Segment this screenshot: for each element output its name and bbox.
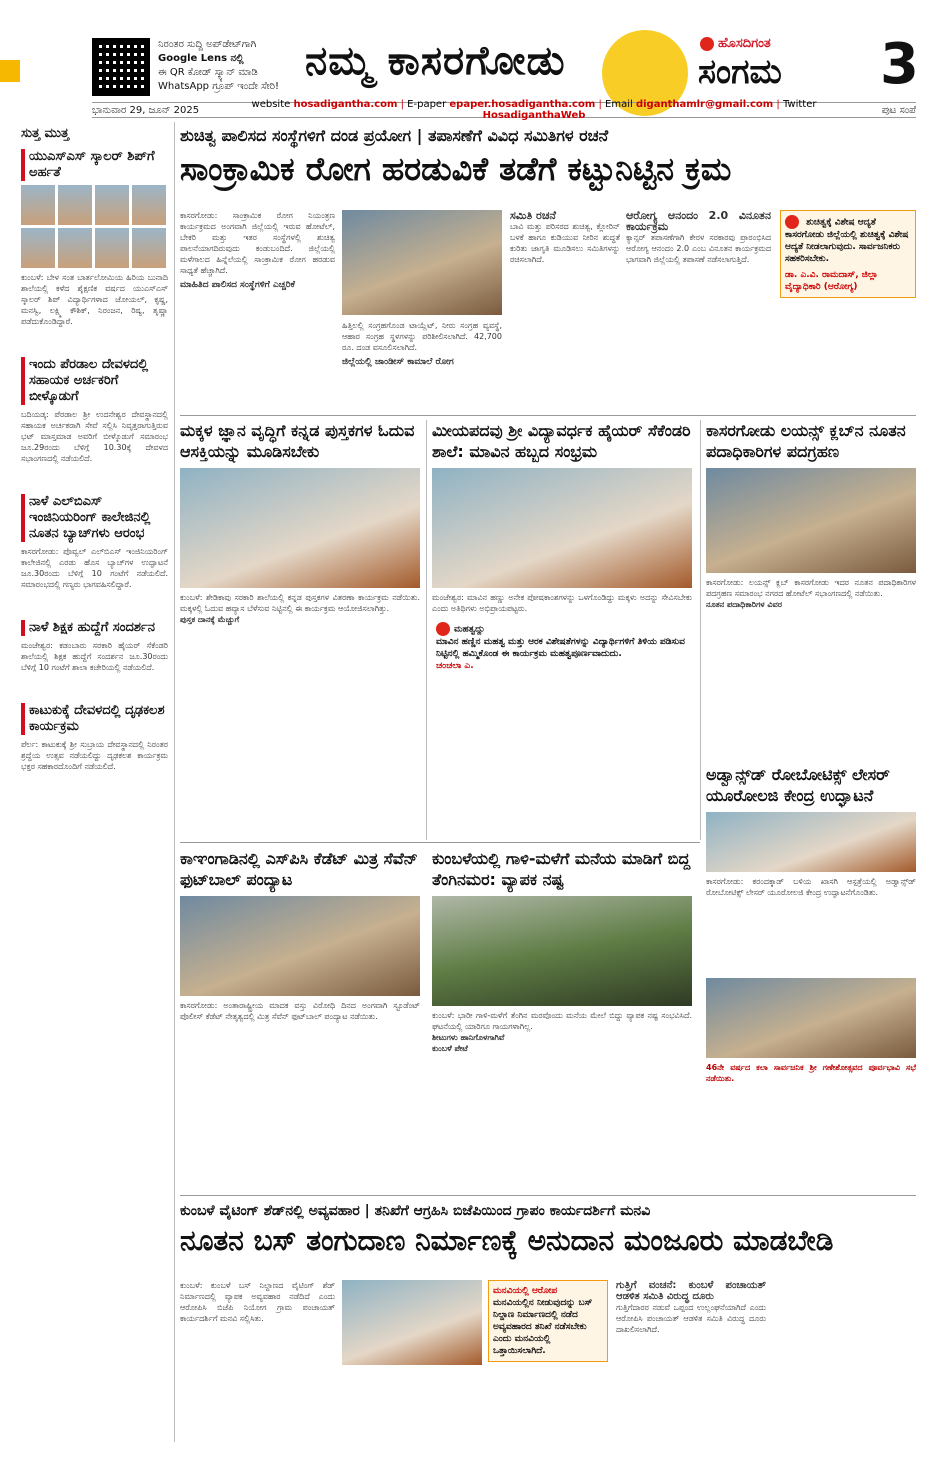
story-mango-festival <box>432 420 692 676</box>
quote-icon <box>785 215 799 229</box>
health-body: ಕ್ಯಾನ್ಸರ್ ತಪಾಸಣೆಗಾಗಿ ಕೇರಳ ಸರಕಾರವು ಪ್ರಾರಂಭಿಸಿದ ಆರೋಗ್ಯ ಆನಂದಂ 2.0 ಎಂಬ ವಿನೂತನ ಕಾರ್ಯಕ್ರಮದ ಭಾಗವಾಗಿ ಜಿಲ್ಲೆಯಲ್ಲಿ ತಪಾಸಣೆ ನಡೆಸಲಾಗುತ್ತಿದೆ. <box>626 233 771 264</box>
qr-line: WhatsApp ಗ್ರೂಪ್ ಇಂದೇ ಸೇರಿ! <box>158 81 279 92</box>
story-title[interactable]: ನಾಳೆ ಎಲ್‌ಬಿಎಸ್ ಇಂಜಿನಿಯರಿಂಗ್ ಕಾಲೇಜಿನಲ್ಲಿ ನೂತನ ಬ್ಯಾಚ್‌ಗಳು ಆರಂಭ <box>21 494 168 542</box>
urology-centre-photo <box>706 812 916 872</box>
brand-name: ಹೊಸದಿಗಂತ <box>718 36 771 51</box>
story-urology-centre <box>706 764 916 1084</box>
student-photo <box>132 185 166 225</box>
qr-line: ನಿರಂತರ ಸುದ್ದಿ ಅಪ್‌ಡೇಟ್‌ಗಾಗಿ <box>158 39 257 50</box>
lead-story <box>180 125 916 189</box>
bottom-headline[interactable]: ನೂತನ ಬಸ್ ತಂಗುದಾಣ ನಿರ್ಮಾಣಕ್ಕೆ ಅನುದಾನ ಮಂಜೂರು ಮಾಡಬೇಡಿ <box>180 1224 834 1257</box>
divider <box>426 420 427 840</box>
student-photo <box>58 228 92 268</box>
lead-subhead: ಮಾಹಿತಿದ ಪಾಲಿಸದ ಸಂಸ್ಥೆಗಳಿಗೆ ಎಚ್ಚರಿಕೆ <box>180 280 295 290</box>
lead-text: ಹಿತ್ತಿಲಲ್ಲಿ ಸಂಗ್ರಹಗೊಂಡ ಟಾಯ್ಲೆಟ್, ನೀರು ಸಂಗ್ರಹ ವ್ಯವಸ್ಥೆ, ಆಹಾರ ಸಂಗ್ರಹ ಸ್ಥಳಗಳನ್ನು ಪರಿಶೀಲಿಸಲಾಗಿದೆ. 42,700 ರೂ. ದಂಡ ವಸೂಲಿಸಲಾಗಿದೆ. <box>342 321 502 352</box>
story-body: ಬದಿಯಡ್ಕ: ಪೆರಡಾಲ ಶ್ರೀ ಉದನೇಶ್ವರ ದೇವಸ್ಥಾನದಲ್ಲಿ ಸಹಾಯಕ ಅರ್ಚಕರಾಗಿ ಸೇವೆ ಸಲ್ಲಿಸಿ ನಿವೃತ್ತರಾಗುತ್ತಿರುವ ಭಟ್ ಮಾಸ್ತಮಾಡ ಅವರಿಗೆ ಬೀಳ್ಕೊಡುಗೆ ಸಮಾರಂಭ ಜೂ.29ರಂದು ಬೆಳಿಗ್ಗೆ 10.30ಕ್ಕೆ ದೇವಳದ ಸಭಾಂಗಣದಲ್ಲಿ ನಡೆಯಲಿದೆ. <box>21 410 168 463</box>
shop-inspection-photo <box>342 210 502 315</box>
bottom-column-1: ಕುಂಬಳೆ: ಕುಂಬಳೆ ಬಸ್ ನಿಲ್ದಾಣದ ವೈಟಿಂಗ್ ಶೆಡ್ ನಿರ್ಮಾಣದಲ್ಲಿ ವ್ಯಾಪಕ ಅವ್ಯವಹಾರ ನಡೆದಿದೆ ಎಂದು ಆರೋಪಿಸಿ ಬಿಜೆಪಿ ನಿಯೋಗ ಗ್ರಾಮ ಪಂಚಾಯತ್ ಕಾರ್ಯದರ್ಶಿಗೆ ಮನವಿ ಸಲ್ಲಿಸಿತು. <box>180 1281 335 1323</box>
story-body: ಪೆರ್ಲ: ಕಾಟುಕುಕ್ಕೆ ಶ್ರೀ ಸುಬ್ರಾಯ ದೇವಸ್ಥಾನದಲ್ಲಿ ನಿರಂತರ ಶ್ರದ್ಧೆಯ ಉತ್ಸವ ನಡೆಯಲಿದ್ದು ದೃಢಕಲಶ ಕಾರ್ಯಕ್ರಮ ಭಕ್ತರ ಸಹಕಾರದೊಂದಿಗೆ ನಡೆಯಲಿದೆ. <box>21 740 168 771</box>
student-photos <box>21 185 168 268</box>
allegation-title: ಮನವಿಯಲ್ಲಿ ಆರೋಪ <box>493 1286 558 1296</box>
story-body: ಕುಂಬಳೆ: ಭಾರೀ ಗಾಳಿ-ಮಳೆಗೆ ತೆಂಗಿನ ಮರವೊಂದು ಮನೆಯ ಮೇಲೆ ಬಿದ್ದು ವ್ಯಾಪಕ ನಷ್ಟ ಸಂಭವಿಸಿದೆ. ಘಟನೆಯಲ್ಲಿ ಯಾರಿಗೂ ಗಾಯಗಳಾಗಿಲ್ಲ. <box>432 1011 692 1031</box>
page-title: ನಮ್ಮ ಕಾಸರಗೋಡು <box>305 38 566 84</box>
photo-caption: 46ನೇ ವರ್ಷದ ಕಲಾ ಸಾರ್ವಜನಿಕ ಶ್ರೀ ಗಣೇಶೋತ್ಸವದ ಪೂರ್ವಭಾವಿ ಸಭೆ ನಡೆಯಿತು. <box>706 1063 916 1083</box>
allegation-body: ಮನವಿಯಲ್ಲಿನ ನೀಡುವುದನ್ನು ಬಸ್ ನಿಲ್ದಾಣ ನಿರ್ಮಾಣದಲ್ಲಿ ನಡೆದ ಅವ್ಯವಹಾರದ ತನಿಖೆ ನಡೆಸಬೇಕು ಎಂದು ಮನವಿಯಲ್ಲಿ ಒತ್ತಾಯಿಸಲಾಗಿದೆ. <box>493 1298 593 1356</box>
lead-column-1 <box>180 210 335 295</box>
page-name: ಪುಟ ಸಂಪೆ <box>881 104 916 116</box>
lead-subhead: ಜಿಲ್ಲೆಯಲ್ಲಿ ಜಾಂಡೀಸ್ ಕಾಮಾಲೆ ರೋಗ <box>342 357 454 367</box>
divider <box>180 842 700 843</box>
story-body: ಕಾಸರಗೋಡು: ಪೊವ್ವಲ್ ಎಲ್‌ಬಿಎಸ್ ಇಂಜಿನಿಯರಿಂಗ್ ಕಾಲೇಜಿನಲ್ಲಿ ಎರಡು ಹೊಸ ಬ್ಯಾಚ್‌ಗಳ ಉದ್ಘಾಟನೆ ಜೂ.30ರಂದು ಬೆಳಿಗ್ಗೆ 10 ಗಂಟೆಗೆ ನಡೆಯಲಿದೆ. ಸಮಾರಂಭದಲ್ಲಿ ಗಣ್ಯರು ಭಾಗವಹಿಸಲಿದ್ದಾರೆ. <box>21 547 168 589</box>
qr-code[interactable] <box>92 38 150 96</box>
story-books <box>180 420 420 625</box>
complaint-box <box>616 1280 766 1335</box>
bottom-story <box>180 1200 916 1258</box>
story-title[interactable]: ನಾಳೆ ಶಿಕ್ಷಕ ಹುದ್ದೆಗೆ ಸಂದರ್ಶನ <box>21 620 168 636</box>
brand-dot-icon <box>700 37 714 51</box>
divider <box>180 1195 916 1196</box>
mango-festival-photo <box>432 468 692 588</box>
story-subhead: ಕುಂಬಳೆ ಪೇಟೆ <box>432 1044 468 1053</box>
lead-column-2 <box>342 320 502 372</box>
complaint-title: ಗುತ್ತಿಗೆ ವಂಚನೆ: ಕುಂಬಳೆ ಪಂಚಾಯತ್ ಆಡಳಿತ ಸಮಿತಿ ವಿರುದ್ಧ ದೂರು <box>616 1280 766 1302</box>
color-strip <box>0 60 20 82</box>
story-headline[interactable]: ಮೀಯಪದವು ಶ್ರೀ ವಿದ್ಯಾವರ್ಧಕ ಹೈಯರ್ ಸೆಕೆಂಡರಿ ಶಾಲೆ: ಮಾವಿನ ಹಬ್ಬದ ಸಂಭ್ರಮ <box>432 421 691 461</box>
website-link[interactable]: hosadigantha.com <box>293 99 398 110</box>
callout-icon <box>436 622 450 636</box>
allegation-box <box>488 1280 608 1362</box>
epaper-label: E-paper <box>407 99 447 110</box>
callout-box <box>432 618 692 676</box>
issue-date: ಭಾನುವಾರ 29, ಜೂನ್ 2025 <box>92 104 200 116</box>
story-subhead: ಶೀಟುಗಳು ಹಾನಿಗೊಳಗಾಗಿವೆ <box>432 1033 505 1042</box>
story-subhead: ನೂತನ ಪದಾಧಿಕಾರಿಗಳ ವಿವರ <box>706 600 782 609</box>
story-rain-damage <box>432 848 692 1054</box>
page-number: 3 <box>880 32 919 97</box>
lead-text: ಕಾಸರಗೋಡು: ಸಾಂಕ್ರಾಮಿಕ ರೋಗ ನಿಯಂತ್ರಣ ಕಾರ್ಯಕ್ರಮದ ಅಂಗವಾಗಿ ಜಿಲ್ಲೆಯಲ್ಲಿ ಇರುವ ಹೋಟೆಲ್, ಬೇಕರಿ ಮತ್ತು ಇತರ ಸಂಸ್ಥೆಗಳಲ್ಲಿ ಶುಚಿತ್ವ ಪಾಲನೆಯಾಗದಿರುವುದು ಕಂಡುಬಂದಿದೆ. ಜಿಲ್ಲೆಯಲ್ಲಿ ಮಳೆಗಾಲದ ಹಿನ್ನೆಲೆಯಲ್ಲಿ ಸಾಂಕ್ರಾಮಿಕ ರೋಗ ಹರಡುವ ಸಾಧ್ಯತೆ ಹೆಚ್ಚಾಗಿದೆ. <box>180 211 335 275</box>
story-subhead: ಪುಸ್ತಕ ದಾನಕ್ಕೆ ಮೆಚ್ಚುಗೆ <box>180 615 240 624</box>
football-event-photo <box>180 896 420 996</box>
bus-shelter-photo <box>342 1280 482 1365</box>
divider <box>180 415 916 416</box>
story-body: ಕಾಸರಗೋಡು: ಕರಂದಕ್ಕಾಡ್ ಬಳಿಯ ಖಾಸಗಿ ಆಸ್ಪತ್ರೆಯಲ್ಲಿ ಅಡ್ವಾನ್ಸ್‌ಡ್ ರೋಬೋಟಿಕ್ಸ್ ಲೇಸರ್ ಯೂರೋಲಜಿ ಕೇಂದ್ರ ಉದ್ಘಾಟನೆಗೊಂಡಿತು. <box>706 877 916 897</box>
story-body: ಕಾಸರಗೋಡು: ಲಯನ್ಸ್ ಕ್ಲಬ್ ಕಾಸರಗೋಡು ಇದರ ನೂತನ ಪದಾಧಿಕಾರಿಗಳ ಪದಗ್ರಹಣ ಸಮಾರಂಭ ನಗರದ ಹೋಟೆಲ್ ಸಭಾಂಗಣದಲ್ಲಿ ನಡೆಯಿತು. <box>706 578 916 598</box>
story-body: ಕಾಸರಗೋಡು: ಅಂತಾರಾಷ್ಟ್ರೀಯ ಮಾದಕ ವಸ್ತು ವಿರೋಧಿ ದಿನದ ಅಂಗವಾಗಿ ಸ್ಟೂಡೆಂಟ್ ಪೊಲೀಸ್ ಕೆಡೆಟ್ ನೇತೃತ್ವದಲ್ಲಿ ಮಿತ್ರ ಸೆವೆನ್ ಫುಟ್‌ಬಾಲ್ ಪಂದ್ಯಾಟ ನಡೆಯಿತು. <box>180 1001 420 1021</box>
student-photo <box>58 185 92 225</box>
sidebar <box>15 122 175 1442</box>
story-headline[interactable]: ಮಕ್ಕಳ ಜ್ಞಾನ ವೃದ್ಧಿಗೆ ಕನ್ನಡ ಪುಸ್ತಕಗಳ ಓದುವ ಆಸಕ್ತಿಯನ್ನು ಮೂಡಿಸಬೇಕು <box>180 421 415 461</box>
callout-title: ಮಹತ್ವದ್ದು <box>454 624 485 635</box>
books-event-photo <box>180 468 420 588</box>
contact-links: website hosadigantha.com | E-paper epaper.hosadigantha.com | Email diganthamlr@gmail.com | Twitter HosadiganthaWeb <box>251 99 817 121</box>
website-label: website <box>251 99 291 110</box>
section-title: ಸಂಗಮ <box>698 52 782 92</box>
health-program-box <box>626 210 771 265</box>
student-photo <box>21 185 55 225</box>
story-headline[interactable]: ಕುಂಬಳೆಯಲ್ಲಿ ಗಾಳಿ-ಮಳೆಗೆ ಮನೆಯ ಮಾಡಿಗೆ ಬಿದ್ದ ತೆಂಗಿನಮರ: ವ್ಯಾಪಕ ನಷ್ಟ <box>432 849 691 889</box>
story-football <box>180 848 420 1022</box>
student-photo <box>21 228 55 268</box>
bottom-kicker: ಕುಂಬಳೆ ವೈಟಿಂಗ್ ಶೆಡ್‌ನಲ್ಲಿ ಅವ್ಯವಹಾರ | ತನಿಖೆಗೆ ಆಗ್ರಹಿಸಿ ಬಿಜೆಪಿಯಿಂದ ಗ್ರಾಪಂ ಕಾರ್ಯದರ್ಶಿಗೆ ಮನವಿ <box>180 1203 651 1219</box>
qr-line: ಈ QR ಕೋಡ್ ಸ್ಕ್ಯಾನ್ ಮಾಡಿ <box>158 67 258 78</box>
lead-headline[interactable]: ಸಾಂಕ್ರಾಮಿಕ ರೋಗ ಹರಡುವಿಕೆ ತಡೆಗೆ ಕಟ್ಟುನಿಟ್ಟಿನ ಕ್ರಮ <box>180 150 732 188</box>
fallen-coconut-tree-photo <box>432 896 692 1006</box>
complaint-body: ಗುತ್ತಿಗೆದಾರರ ನಡುವೆ ಒಪ್ಪಂದ ಉಲ್ಲಂಘನೆಯಾಗಿದೆ ಎಂದು ಆರೋಪಿಸಿ ಪಂಚಾಯತ್ ಆಡಳಿತ ಸಮಿತಿ ವಿರುದ್ಧ ದೂರು ದಾಖಲಿಸಲಾಗಿದೆ. <box>616 1303 766 1334</box>
committee-body: ಬಾವಿ ಮತ್ತು ಪರಿಸರದ ಶುಚಿತ್ವ, ಕ್ಲೋರಿನ್ ಬಳಕೆ ಹಾಗೂ ಕುಡಿಯುವ ನೀರಿನ ಶುದ್ಧತೆ ಕುರಿತು ಜಾಗೃತಿ ಮೂಡಿಸಲು ಸಮಿತಿಗಳನ್ನು ರಚಿಸಲಾಗಿದೆ. <box>510 222 620 264</box>
callout-text: ಮಾವಿನ ಹಣ್ಣಿನ ಮಹತ್ವ ಮತ್ತು ಆರಕ ವಿಶೇಷತೆಗಳನ್ನು ವಿದ್ಯಾರ್ಥಿಗಳಿಗೆ ತಿಳಿಯ ಪಡಿಸುವ ನಿಟ್ಟಿನಲ್ಲಿ ಹಮ್ಮಿಕೊಂಡ ಈ ಕಾರ್ಯಕ್ರಮ ಮಹತ್ವಪೂರ್ಣವಾದುದು. <box>436 637 685 659</box>
quote-box <box>780 210 916 298</box>
story-title[interactable]: ಯುಎಸ್‌ಎಸ್ ಸ್ಕಾಲರ್ ಶಿಪ್‌ಗೆ ಅರ್ಹತೆ <box>21 149 168 181</box>
story-body: ಕುಂಬಳೆ: ಬೇಳ ಸಂತ ಬಾರ್ತಲೋಮಿಯ ಹಿರಿಯ ಬುನಾದಿ ಶಾಲೆಯಲ್ಲಿ ಕಳೆದ ಶೈಕ್ಷಣಿಕ ವರ್ಷದ ಯುಎಸ್‌ಎಸ್ ಸ್ಕಾಲರ್ ಶಿಪ್ ವಿದ್ಯಾರ್ಥಿಗಳಾದ ಜೋಯಲ್, ಕೃಷ್ಣ, ಮನಸ್ವಿ, ಲಕ್ಷ್ಮಿ ಕೌಶಿಕ್, ನಿರಂಜನ, ರಿಷ್ಯ, ತೃಷ್ಣಾ ಪಡೆದುಕೊಂಡಿದ್ದಾರೆ. <box>21 273 168 326</box>
brand-logo <box>700 36 771 51</box>
story-body: ಮಂಜೇಶ್ವರ: ಮಾವಿನ ಹಣ್ಣು ಅನೇಕ ಪೋಷಕಾಂಶಗಳನ್ನು ಒಳಗೊಂಡಿದ್ದು ಮಕ್ಕಳು ಅದನ್ನು ಸೇವಿಸಬೇಕು ಎಂದು ಅತಿಥಿಗಳು ಅಭಿಪ್ರಾಯಪಟ್ಟರು. <box>432 593 692 613</box>
student-photo <box>95 185 129 225</box>
story-body: ಮಂಜೇಶ್ವರ: ಕಡಂಬಾರು ಸರಕಾರಿ ಹೈಯರ್ ಸೆಕೆಂಡರಿ ಶಾಲೆಯಲ್ಲಿ ಶಿಕ್ಷಕ ಹುದ್ದೆಗೆ ಸಂದರ್ಶನ ಜೂ.30ರಂದು ಬೆಳಿಗ್ಗೆ 10 ಗಂಟೆಗೆ ಶಾಲಾ ಕಚೇರಿಯಲ್ಲಿ ನಡೆಯಲಿದೆ. <box>21 641 168 672</box>
twitter-link[interactable]: HosadiganthaWeb <box>482 110 586 121</box>
story-headline[interactable]: ಅಡ್ವಾನ್ಸ್‌ಡ್ ರೋಬೋಟಿಕ್ಸ್ ಲೇಸರ್ ಯೂರೋಲಜಿ ಕೇಂದ್ರ ಉದ್ಘಾಟನೆ <box>706 765 890 805</box>
sidebar-header: ಸುತ್ತ ಮುತ್ತ <box>21 126 70 141</box>
story-headline[interactable]: ಕಾಞಂಗಾಡಿನಲ್ಲಿ ಎಸ್‌ಪಿಸಿ ಕೆಡೆಟ್ ಮಿತ್ರ ಸೆವೆನ್ ಫುಟ್‌ಬಾಲ್ ಪಂದ್ಯಾಟ <box>180 849 418 889</box>
committee-box <box>510 210 620 265</box>
story-title[interactable]: ಇಂದು ಪೆರಡಾಲ ದೇವಳದಲ್ಲಿ ಸಹಾಯಕ ಅರ್ಚಕರಿಗೆ ಬೀಳ್ಕೊಡುಗೆ <box>21 357 168 405</box>
story-title[interactable]: ಕಾಟುಕುಕ್ಕೆ ದೇವಳದಲ್ಲಿ ದೃಢಕಲಶ ಕಾರ್ಯಕ್ರಮ <box>21 703 168 735</box>
lions-club-photo <box>706 468 916 573</box>
student-photo <box>132 228 166 268</box>
info-bar <box>92 99 916 121</box>
divider <box>700 420 701 840</box>
email-label: Email <box>605 99 633 110</box>
committee-title: ಸಮಿತಿ ರಚನೆ <box>510 209 556 222</box>
ganeshotsava-meeting-photo <box>706 978 916 1058</box>
twitter-label: Twitter <box>782 99 817 110</box>
story-body: ಕುಂಬಳೆ: ಶೇಡಿಕಾವು ಸರಕಾರಿ ಶಾಲೆಯಲ್ಲಿ ಕನ್ನಡ ಪುಸ್ತಕಗಳ ವಿತರಣಾ ಕಾರ್ಯಕ್ರಮ ನಡೆಯಿತು. ಮಕ್ಕಳಲ್ಲಿ ಓದುವ ಹವ್ಯಾಸ ಬೆಳೆಸುವ ನಿಟ್ಟಿನಲ್ಲಿ ಈ ಕಾರ್ಯಕ್ರಮ ಆಯೋಜಿಸಲಾಗಿತ್ತು. <box>180 593 420 613</box>
health-title: ಆರೋಗ್ಯ ಆನಂದಂ 2.0 ವಿನೂತನ ಕಾರ್ಯಕ್ರಮ <box>626 209 771 233</box>
student-photo <box>95 228 129 268</box>
story-lions-club <box>706 420 916 610</box>
quote-author: ಡಾ. ಎ.ವಿ. ರಾಮದಾಸ್, ಜಿಲ್ಲಾ ವೈದ್ಯಾಧಿಕಾರಿ (ಆರೋಗ್ಯ) <box>785 270 878 292</box>
masthead <box>0 0 945 102</box>
email-link[interactable]: diganthamlr@gmail.com <box>635 99 774 110</box>
quote-text: ಶುಚಿತ್ವಕ್ಕೆ ವಿಶೇಷ ಆದ್ಯತೆ ಕಾಸರಗೋಡು ಜಿಲ್ಲೆಯಲ್ಲಿ ಶುಚಿತ್ವಕ್ಕೆ ವಿಶೇಷ ಆದ್ಯತೆ ನೀಡಲಾಗುವುದು. ಸಾರ್ವಜನಿಕರು ಸಹಕರಿಸಬೇಕು. <box>785 217 909 264</box>
qr-instructions <box>158 38 298 94</box>
story-headline[interactable]: ಕಾಸರಗೋಡು ಲಯನ್ಸ್ ಕ್ಲಬ್‌ನ ನೂತನ ಪದಾಧಿಕಾರಿಗಳ ಪದಗ್ರಹಣ <box>706 421 906 461</box>
lead-kicker: ಶುಚಿತ್ವ ಪಾಲಿಸದ ಸಂಸ್ಥೆಗಳಿಗೆ ದಂಡ ಪ್ರಯೋಗ | ತಪಾಸಣೆಗೆ ವಿವಿಧ ಸಮಿತಿಗಳ ರಚನೆ <box>180 126 609 145</box>
epaper-link[interactable]: epaper.hosadigantha.com <box>449 99 596 110</box>
qr-line: Google Lens ನಲ್ಲಿ <box>158 53 244 64</box>
callout-author: ಚಂಚಲಾ ಎ. <box>436 661 474 671</box>
